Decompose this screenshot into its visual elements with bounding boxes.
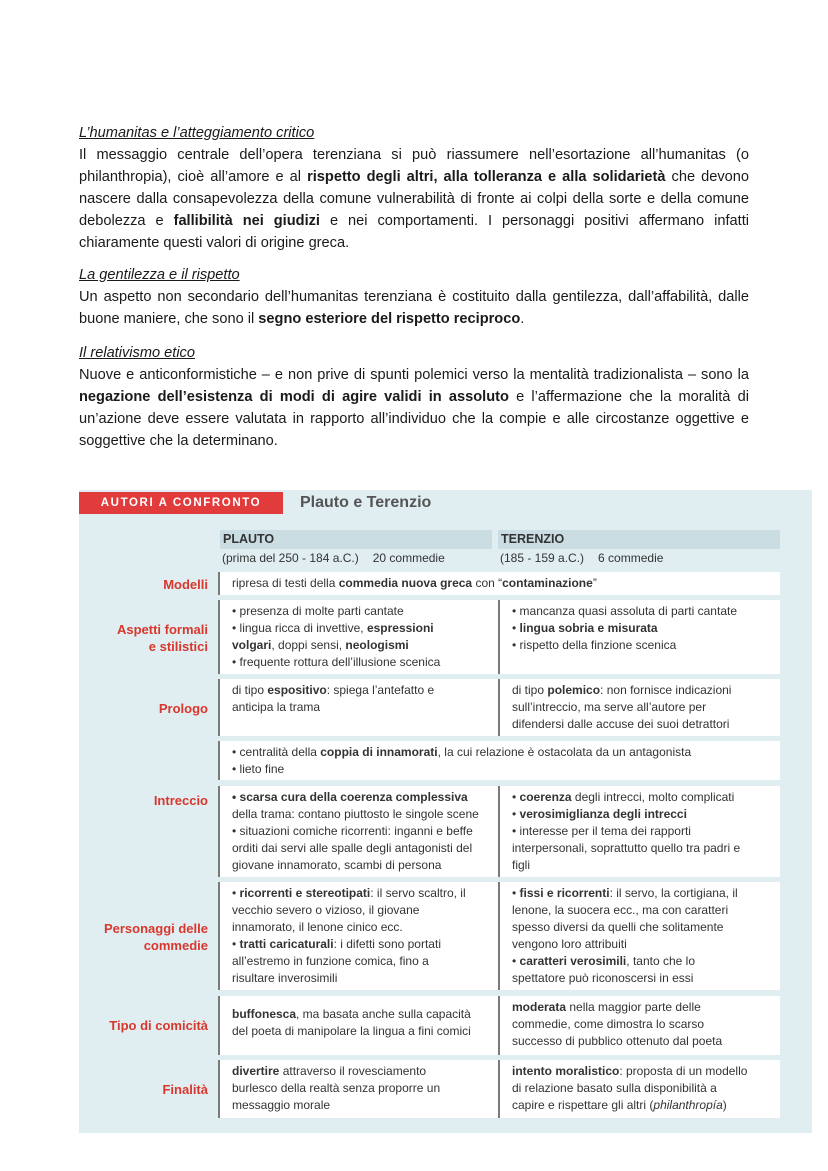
text-run: di tipo (232, 683, 268, 697)
row-label-line: Aspetti formali (116, 622, 208, 637)
terenzio-dates: (185 - 159 a.C.) (500, 551, 585, 565)
text-run: • (232, 886, 240, 900)
text-run: • rispetto della finzione scenica (512, 638, 677, 652)
cell-line (512, 1063, 776, 1080)
cell-line (232, 620, 494, 637)
row-label-line: Personaggi delle (103, 921, 208, 936)
terenzio-count: 6 commedie (598, 551, 664, 565)
cell-aspetti-plauto (220, 600, 498, 674)
section-relativismo (79, 342, 749, 452)
text-run: ” (592, 576, 597, 590)
cell-line (232, 789, 494, 806)
section-paragraph (79, 286, 749, 330)
text-run: verosimiglianza degli intrecci (519, 807, 687, 821)
text-run: e l’affermazione che la moralità di un’azione deve essere valutata in rapporto all’individuo che la compie e alle circostanze oggettive e soggettive che la determinano. (79, 389, 749, 449)
cell-line (232, 885, 494, 902)
text-run: messaggio morale (232, 1098, 331, 1112)
cell-line (512, 1097, 776, 1114)
text-run: • (232, 937, 240, 951)
cell-line (232, 953, 494, 970)
cell-comicita-terenzio (500, 996, 780, 1055)
cell-personaggi-terenzio (500, 882, 780, 990)
cell-line (232, 936, 494, 953)
section-heading: L’humanitas e l’atteggiamento critico (79, 125, 315, 141)
text-run: • presenza di molte parti cantate (232, 604, 404, 618)
text-run: spesso diversi da quelli che solitamente (512, 920, 724, 934)
text-run: attraverso il rovesciamento (279, 1064, 427, 1078)
text-run: • centralità della (232, 745, 321, 759)
row-label-intreccio: Intreccio (153, 793, 208, 808)
text-run: divertire (232, 1064, 280, 1078)
text-run: difendersi dalle accuse dei suoi detrattori (512, 717, 730, 731)
text-run: • (512, 954, 520, 968)
text-run: coerenza (519, 790, 572, 804)
text-run: : non fornisce indicazioni (600, 683, 732, 697)
cell-line (232, 1006, 494, 1023)
cell-line (232, 806, 494, 823)
text-run: • (512, 790, 520, 804)
cell-line (512, 885, 776, 902)
cell-prologo-terenzio (500, 679, 780, 736)
text-run: espositivo (267, 683, 327, 697)
text-run: , doppi sensi, (271, 638, 346, 652)
text-run: degli intrecci, molto complicati (571, 790, 735, 804)
cell-aspetti-terenzio (500, 600, 780, 674)
cell-line (232, 1080, 494, 1097)
text-run: lingua sobria e misurata (519, 621, 658, 635)
text-run: orditi dai servi alle spalle degli antagonisti del (232, 841, 473, 855)
text-run: buffonesca (232, 1007, 297, 1021)
text-run: volgari (232, 638, 272, 652)
section-paragraph (79, 144, 749, 254)
text-run: : i difetti sono portati (333, 937, 441, 951)
text-run: all’estremo in funzione comica, fino a (232, 954, 429, 968)
text-run: figli (512, 858, 531, 872)
plauto-dates: (prima del 250 - 184 a.C.) (222, 551, 359, 565)
cell-line (232, 1097, 494, 1114)
text-run: burlesco della realtà senza proporre un (232, 1081, 441, 1095)
cell-line (512, 806, 776, 823)
cell-finalita-terenzio (500, 1060, 780, 1118)
section-gentilezza (79, 264, 749, 330)
table-title: Plauto e Terenzio (300, 494, 432, 511)
text-run: fissi e ricorrenti (519, 886, 610, 900)
cell-line (512, 857, 776, 874)
text-run: , la cui relazione è ostacolata da un antagonista (437, 745, 692, 759)
section-paragraph (79, 364, 749, 452)
column-header-terenzio: TERENZIO (498, 530, 780, 549)
cell-finalita-plauto (220, 1060, 498, 1118)
cell-line (512, 902, 776, 919)
table-tag: AUTORI A CONFRONTO (79, 492, 283, 514)
text-run: successo di pubblico ottenuto dal poeta (512, 1034, 723, 1048)
section-heading: La gentilezza e il rispetto (79, 267, 240, 283)
text-run: ricorrenti e stereotipati (239, 886, 371, 900)
text-run: Un aspetto non secondario dell’humanitas terenziana è costituito dalla gentilezza, dall’affabilità, dalle buone maniere, che sono il (79, 289, 749, 327)
text-run: • interesse per il tema dei rapporti (512, 824, 691, 838)
text-run: coppia di innamorati (320, 745, 438, 759)
cell-line (232, 637, 494, 654)
text-run: . (520, 311, 525, 327)
text-run: rispetto degli altri, alla tolleranza e alla solidarietà (307, 169, 666, 185)
text-run: con “ (472, 576, 503, 590)
text-run: tratti caricaturali (239, 937, 334, 951)
cell-line (512, 936, 776, 953)
text-run: espressioni (366, 621, 434, 635)
cell-line (232, 840, 494, 857)
text-run: nella maggior parte delle (566, 1000, 701, 1014)
text-run: : il servo scaltro, il (370, 886, 466, 900)
text-run: • situazioni comiche ricorrenti: inganni e beffe (232, 824, 473, 838)
cell-line (232, 823, 494, 840)
text-run: interpersonali, soprattutto quello tra padri e (512, 841, 741, 855)
text-run: giovane innamorato, scambi di persona (232, 858, 442, 872)
cell-line (512, 716, 776, 733)
cell-intreccio-terenzio (500, 786, 780, 877)
text-run: , tanto che lo (626, 954, 695, 968)
cell-line (512, 1016, 776, 1033)
text-run: caratteri verosimili (519, 954, 627, 968)
cell-line (232, 1063, 494, 1080)
row-label-line: e stilistici (148, 639, 208, 654)
text-run: fallibilità nei giudizi (173, 213, 320, 229)
row-label-finalita: Finalità (162, 1082, 208, 1097)
text-run: innamorato, il lenone cinico ecc. (232, 920, 403, 934)
text-run: • lingua ricca di invettive, (232, 621, 367, 635)
cell-line (512, 1080, 776, 1097)
row-label-personaggi (79, 920, 208, 954)
cell-line (232, 1023, 494, 1040)
text-run: risultare inverosimili (232, 971, 338, 985)
cell-line (232, 761, 776, 778)
text-run: neologismi (345, 638, 409, 652)
cell-line (512, 603, 776, 620)
terenzio-subheader (500, 550, 677, 566)
section-humanitas (79, 122, 749, 254)
section-heading: Il relativismo etico (79, 345, 195, 361)
row-label-comicita: Tipo di comicità (109, 1018, 208, 1033)
text-run: spettatore può riconoscersi in essi (512, 971, 694, 985)
cell-modelli-shared (220, 572, 780, 595)
text-run: e nei comportamenti. I personaggi positivi affermano infatti chiaramente questi valori di origine greca. (79, 213, 750, 251)
cell-line (512, 840, 776, 857)
cell-line (512, 1033, 776, 1050)
cell-line (512, 953, 776, 970)
text-run: commedia nuova greca (338, 576, 473, 590)
row-label-prologo: Prologo (158, 701, 208, 716)
text-run: • frequente rottura dell’illusione scenica (232, 655, 441, 669)
cell-line (232, 857, 494, 874)
text-run: segno esteriore del rispetto reciproco (258, 311, 521, 327)
text-run: • (512, 886, 520, 900)
row-label-aspetti (79, 621, 208, 655)
text-run: di relazione basato sulla disponibilità a (512, 1081, 717, 1095)
text-run: lenone, la suocera ecc., ma con caratteri (512, 903, 729, 917)
cell-line (232, 682, 494, 699)
text-run: sull’intreccio, ma serve all’autore per (512, 700, 707, 714)
cell-line (512, 699, 776, 716)
cell-line (232, 699, 494, 716)
text-run: Il messaggio centrale dell’opera terenziana si può riassumere nell’esortazione all’humanitas (o philanthropia), cioè all’amore e al (79, 147, 749, 185)
cell-intreccio-plauto (220, 786, 498, 877)
text-run: : spiega l’antefatto e (326, 683, 435, 697)
cell-line (232, 744, 776, 761)
text-run: • lieto fine (232, 762, 285, 776)
text-run: di tipo (512, 683, 548, 697)
text-run: vengono loro attribuiti (512, 937, 627, 951)
cell-line (232, 902, 494, 919)
row-label-line: commedie (143, 938, 208, 953)
text-run: contaminazione (502, 576, 593, 590)
row-label-modelli: Modelli (163, 577, 208, 592)
text-run: • mancanza quasi assoluta di parti cantate (512, 604, 737, 618)
plauto-count: 20 commedie (372, 551, 445, 565)
cell-line (512, 970, 776, 987)
text-run: polemico (547, 683, 601, 697)
cell-line (512, 682, 776, 699)
text-run: ) (722, 1098, 727, 1112)
text-run: del poeta di manipolare la lingua a fini comici (232, 1024, 471, 1038)
text-run: philanthropía (653, 1098, 723, 1112)
text-run: ripresa di testi della (232, 576, 339, 590)
plauto-subheader (222, 550, 459, 566)
cell-line (232, 603, 494, 620)
cell-line (512, 999, 776, 1016)
cell-line (512, 620, 776, 637)
text-run: • (512, 807, 520, 821)
text-run: intento moralistico (512, 1064, 620, 1078)
text-run: anticipa la trama (232, 700, 321, 714)
cell-intreccio-shared (220, 741, 780, 780)
cell-line (232, 919, 494, 936)
text-run: , ma basata anche sulla capacità (296, 1007, 471, 1021)
text-run: vecchio severo o vizioso, il giovane (232, 903, 420, 917)
text-run: che devono nascere dalla consapevolezza della comune vulnerabilità di fronte ai colpi della sorte e della comune debolezza e (79, 169, 749, 229)
text-run: commedie, come dimostra lo scarso (512, 1017, 705, 1031)
cell-line (512, 823, 776, 840)
cell-line (512, 637, 776, 654)
text-run: : proposta di un modello (619, 1064, 748, 1078)
column-header-plauto: PLAUTO (220, 530, 492, 549)
text-run: • scarsa cura della coerenza complessiva (232, 790, 468, 804)
cell-line (232, 575, 776, 592)
cell-line (512, 789, 776, 806)
cell-line (232, 970, 494, 987)
text-run: negazione dell’esistenza di modi di agire validi in assoluto (79, 389, 509, 405)
cell-prologo-plauto (220, 679, 498, 736)
text-run: moderata (512, 1000, 567, 1014)
text-run: • (512, 621, 520, 635)
text-run: della trama: contano piuttosto le singole scene (232, 807, 479, 821)
cell-comicita-plauto (220, 996, 498, 1055)
cell-line (232, 654, 494, 671)
text-run: capire e rispettare gli altri ( (512, 1098, 654, 1112)
text-run: Nuove e anticonformistiche – e non prive di spunti polemici verso la mentalità tradizionalista – sono la (79, 367, 749, 383)
cell-line (512, 919, 776, 936)
text-run: : il servo, la cortigiana, il (609, 886, 738, 900)
cell-personaggi-plauto (220, 882, 498, 990)
